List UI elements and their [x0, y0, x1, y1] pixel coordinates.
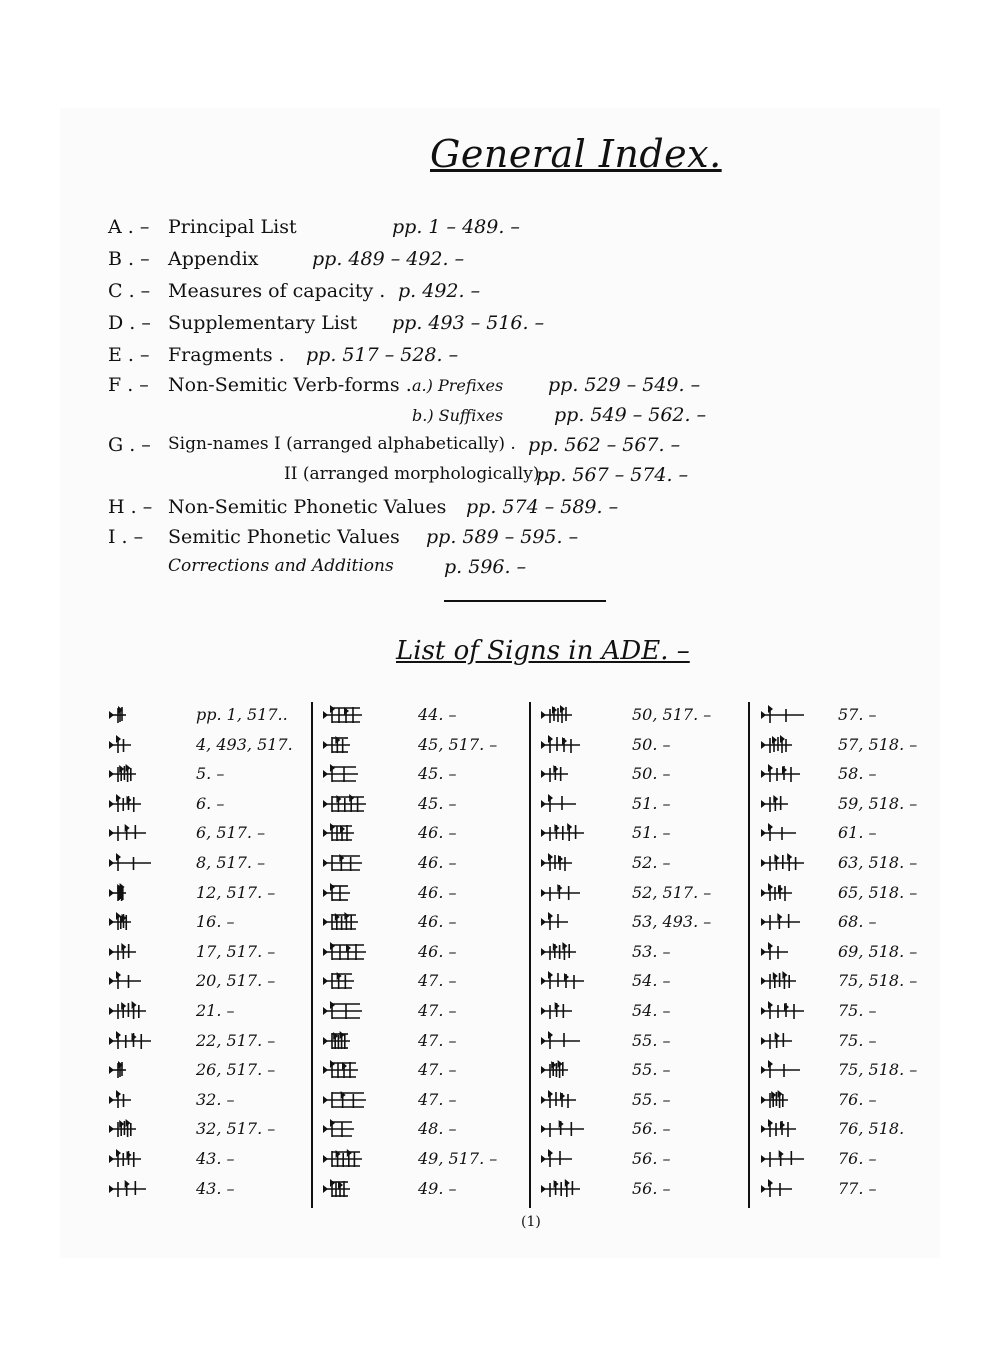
sign-row	[760, 761, 970, 791]
index-label: Corrections and Additions	[168, 556, 394, 576]
sign-page-ref: 49, 517. –	[418, 1149, 498, 1168]
sign-page-ref: 32, 517. –	[196, 1119, 276, 1139]
index-label: Semitic Phonetic Values	[168, 526, 400, 548]
index-letter: A . –	[108, 216, 150, 238]
cuneiform-sign-icon	[108, 1118, 138, 1140]
sign-page-ref: 8, 517. –	[196, 853, 266, 872]
cuneiform-sign-icon	[760, 822, 798, 844]
sign-row	[322, 732, 532, 762]
sign-page-ref: 50, 517. –	[632, 705, 712, 724]
sign-row	[760, 850, 970, 880]
sign-page-ref: 55. –	[632, 1089, 671, 1109]
cuneiform-sign-icon	[322, 1148, 364, 1170]
cuneiform-sign-icon	[540, 1148, 574, 1170]
sign-page-ref: 5. –	[196, 764, 225, 784]
sign-row	[322, 1028, 532, 1058]
sign-row	[108, 791, 318, 821]
cuneiform-sign-icon	[760, 1148, 806, 1170]
cuneiform-sign-icon	[540, 763, 570, 785]
sign-page-ref: 61. –	[838, 823, 877, 843]
cuneiform-sign-icon	[322, 1178, 352, 1200]
cuneiform-sign-icon	[108, 970, 143, 992]
sign-row	[108, 1087, 318, 1117]
sign-row	[540, 1028, 750, 1058]
sign-page-ref: 26, 517. –	[196, 1060, 276, 1080]
index-label: Non-Semitic Verb-forms .	[168, 374, 412, 396]
sign-row	[322, 880, 532, 910]
page-number: (1)	[521, 1214, 541, 1230]
sign-row	[108, 702, 318, 732]
sign-row	[322, 1146, 532, 1176]
sign-page-ref: 50. –	[632, 764, 671, 784]
sign-row	[322, 1116, 532, 1146]
sign-row	[540, 909, 750, 939]
sign-page-ref: 58. –	[838, 764, 877, 784]
sign-row	[322, 1087, 532, 1117]
sign-row	[108, 998, 318, 1028]
sign-row	[322, 1057, 532, 1087]
sign-page-ref: 52. –	[632, 853, 671, 872]
sign-row	[322, 702, 532, 732]
cuneiform-sign-icon	[540, 852, 574, 874]
index-letter: C . –	[108, 280, 151, 302]
sign-row	[760, 1176, 970, 1206]
index-letter: B . –	[108, 248, 150, 270]
index-label: Measures of capacity .	[168, 280, 386, 302]
sign-row	[540, 1087, 750, 1117]
sign-page-ref: 75. –	[838, 1030, 877, 1050]
sign-page-ref: 76. –	[838, 1089, 877, 1109]
cuneiform-sign-icon	[322, 1000, 364, 1022]
sign-page-ref: 54. –	[632, 1001, 671, 1020]
sign-page-ref: 12, 517. –	[196, 882, 276, 902]
cuneiform-sign-icon	[540, 882, 582, 904]
sign-page-ref: 22, 517. –	[196, 1030, 276, 1050]
cuneiform-sign-icon	[540, 793, 578, 815]
index-label: Non-Semitic Phonetic Values	[168, 496, 447, 518]
cuneiform-sign-icon	[322, 704, 364, 726]
sign-row	[760, 939, 970, 969]
sign-row	[322, 968, 532, 998]
sign-row	[322, 791, 532, 821]
index-pages: pp. 567 – 574. –	[536, 464, 689, 486]
cuneiform-sign-icon	[540, 1118, 586, 1140]
sign-page-ref: 6. –	[196, 793, 225, 813]
sign-row	[108, 880, 318, 910]
sign-page-ref: 21. –	[196, 1001, 235, 1020]
sign-row	[760, 909, 970, 939]
index-pages: pp. 489 – 492. –	[312, 248, 465, 270]
sign-row	[108, 1146, 318, 1176]
sign-row	[108, 850, 318, 880]
sign-row	[540, 998, 750, 1028]
cuneiform-sign-icon	[108, 1089, 133, 1111]
sign-row	[540, 820, 750, 850]
cuneiform-sign-icon	[760, 734, 794, 756]
cuneiform-sign-icon	[760, 970, 798, 992]
sign-page-ref: 46. –	[418, 823, 457, 843]
sign-row	[540, 761, 750, 791]
sign-page-ref: 77. –	[838, 1178, 877, 1198]
sign-row	[108, 820, 318, 850]
cuneiform-sign-icon	[760, 911, 802, 933]
sign-row	[540, 850, 750, 880]
sign-row	[322, 909, 532, 939]
sign-row	[540, 968, 750, 998]
index-pages: pp. 1 – 489. –	[392, 216, 520, 238]
sign-row	[108, 968, 318, 998]
sign-page-ref: 45, 517. –	[418, 734, 498, 754]
sign-row	[760, 732, 970, 762]
cuneiform-sign-icon	[108, 822, 148, 844]
sign-page-ref: 43. –	[196, 1149, 235, 1168]
cuneiform-sign-icon	[108, 1178, 148, 1200]
sign-row	[760, 1057, 970, 1087]
sign-page-ref: 20, 517. –	[196, 971, 276, 991]
cuneiform-sign-icon	[540, 1059, 570, 1081]
cuneiform-sign-icon	[540, 970, 586, 992]
cuneiform-sign-icon	[322, 734, 352, 756]
index-pages: p. 492. –	[398, 280, 481, 302]
cuneiform-sign-icon	[108, 1148, 143, 1170]
cuneiform-sign-icon	[540, 1030, 582, 1052]
sign-page-ref: 53. –	[632, 941, 671, 961]
cuneiform-sign-icon	[540, 941, 578, 963]
sign-page-ref: 47. –	[418, 1089, 457, 1109]
sign-row	[540, 1146, 750, 1176]
sign-page-ref: 47. –	[418, 971, 457, 991]
cuneiform-sign-icon	[108, 882, 128, 904]
divider-rule	[444, 600, 606, 602]
sign-page-ref: 54. –	[632, 971, 671, 991]
cuneiform-sign-icon	[540, 734, 582, 756]
cuneiform-sign-icon	[322, 941, 368, 963]
cuneiform-sign-icon	[540, 911, 570, 933]
sign-page-ref: 46. –	[418, 941, 457, 961]
sign-row	[108, 909, 318, 939]
index-pages: pp. 562 – 567. –	[528, 434, 681, 456]
sign-row	[322, 820, 532, 850]
sign-row	[760, 820, 970, 850]
sign-row	[540, 939, 750, 969]
sign-page-ref: 16. –	[196, 912, 235, 932]
cuneiform-sign-icon	[108, 911, 133, 933]
index-pages: p. 596. –	[444, 556, 527, 578]
cuneiform-sign-icon	[760, 941, 790, 963]
index-pages: pp. 493 – 516. –	[392, 312, 545, 334]
sign-page-ref: 6, 517. –	[196, 823, 266, 843]
sign-page-ref: 17, 517. –	[196, 941, 276, 961]
index-letter: F . –	[108, 374, 149, 396]
sign-row	[540, 880, 750, 910]
cuneiform-sign-icon	[540, 1089, 578, 1111]
sign-page-ref: 47. –	[418, 1060, 457, 1080]
cuneiform-sign-icon	[760, 1089, 790, 1111]
sign-page-ref: 53, 493. –	[632, 912, 712, 932]
cuneiform-sign-icon	[760, 1000, 806, 1022]
cuneiform-sign-icon	[322, 1089, 368, 1111]
sign-row	[108, 732, 318, 762]
sign-page-ref: 45. –	[418, 764, 457, 784]
index-sublabel: b.) Suffixes	[412, 406, 504, 425]
sign-page-ref: 57, 518. –	[838, 734, 918, 754]
sign-page-ref: 45. –	[418, 793, 457, 813]
sign-row	[760, 791, 970, 821]
index-pages: pp. 529 – 549. –	[548, 374, 701, 396]
sign-page-ref: 32. –	[196, 1089, 235, 1109]
sign-page-ref: 56. –	[632, 1178, 671, 1198]
cuneiform-sign-icon	[760, 852, 806, 874]
sign-page-ref: 52, 517. –	[632, 882, 712, 902]
sign-page-ref: 47. –	[418, 1030, 457, 1050]
index-letter: I . –	[108, 526, 144, 548]
sign-row	[322, 1176, 532, 1206]
cuneiform-sign-icon	[760, 793, 790, 815]
sign-row	[540, 1176, 750, 1206]
signs-list-title: List of Signs in ADE. –	[396, 636, 690, 666]
cuneiform-sign-icon	[322, 1030, 352, 1052]
sign-page-ref: 4, 493, 517.	[196, 734, 293, 754]
sign-row	[322, 998, 532, 1028]
sign-row	[322, 850, 532, 880]
cuneiform-sign-icon	[760, 1030, 794, 1052]
index-letter: E . –	[108, 344, 150, 366]
sign-page-ref: 46. –	[418, 912, 457, 932]
sign-row	[760, 968, 970, 998]
sign-row	[540, 1116, 750, 1146]
sign-page-ref: 56. –	[632, 1119, 671, 1139]
sign-page-ref: 51. –	[632, 793, 671, 813]
sign-page-ref: 49. –	[418, 1178, 457, 1198]
sign-page-ref: 63, 518. –	[838, 853, 918, 872]
sign-page-ref: 44. –	[418, 705, 457, 724]
cuneiform-sign-icon	[322, 970, 356, 992]
index-label: Supplementary List	[168, 312, 358, 334]
cuneiform-sign-icon	[540, 704, 574, 726]
cuneiform-sign-icon	[322, 852, 364, 874]
sign-row	[108, 1176, 318, 1206]
sign-page-ref: 75, 518. –	[838, 971, 918, 991]
sign-page-ref: 56. –	[632, 1149, 671, 1168]
index-label: II (arranged morphologically) .	[284, 464, 551, 484]
cuneiform-sign-icon	[108, 941, 138, 963]
sign-row	[760, 1116, 970, 1146]
index-label: Sign-names I (arranged alphabetically) .	[168, 434, 516, 454]
sign-page-ref: 43. –	[196, 1178, 235, 1198]
index-label: Appendix	[168, 248, 259, 270]
cuneiform-sign-icon	[760, 1178, 794, 1200]
sign-row	[108, 1116, 318, 1146]
index-pages: pp. 517 – 528. –	[306, 344, 459, 366]
sign-page-ref: 68. –	[838, 912, 877, 932]
cuneiform-sign-icon	[760, 1059, 802, 1081]
sign-page-ref: 46. –	[418, 882, 457, 902]
sign-row	[540, 732, 750, 762]
sign-page-ref: 59, 518. –	[838, 793, 918, 813]
sign-row	[322, 939, 532, 969]
sign-row	[760, 1028, 970, 1058]
index-pages: pp. 589 – 595. –	[426, 526, 579, 548]
cuneiform-sign-icon	[322, 822, 356, 844]
sign-row	[540, 791, 750, 821]
cuneiform-sign-icon	[322, 911, 360, 933]
index-label: Principal List	[168, 216, 297, 238]
sign-page-ref: 76. –	[838, 1149, 877, 1168]
sign-page-ref: 75. –	[838, 1001, 877, 1020]
cuneiform-sign-icon	[108, 1030, 153, 1052]
sign-row	[108, 939, 318, 969]
cuneiform-sign-icon	[108, 704, 128, 726]
page-title: General Index.	[430, 132, 722, 176]
index-letter: G . –	[108, 434, 151, 456]
sign-row	[108, 1057, 318, 1087]
sign-page-ref: pp. 1, 517..	[196, 705, 288, 724]
sign-page-ref: 51. –	[632, 823, 671, 843]
sign-row	[108, 1028, 318, 1058]
sign-row	[760, 880, 970, 910]
cuneiform-sign-icon	[322, 763, 360, 785]
cuneiform-sign-icon	[108, 1059, 128, 1081]
cuneiform-sign-icon	[760, 1118, 798, 1140]
cuneiform-sign-icon	[760, 704, 806, 726]
index-letter: H . –	[108, 496, 153, 518]
sign-row	[322, 761, 532, 791]
sign-page-ref: 65, 518. –	[838, 882, 918, 902]
cuneiform-sign-icon	[540, 1000, 574, 1022]
sign-page-ref: 69, 518. –	[838, 941, 918, 961]
cuneiform-sign-icon	[108, 763, 138, 785]
cuneiform-sign-icon	[108, 793, 143, 815]
cuneiform-sign-icon	[108, 734, 133, 756]
index-letter: D . –	[108, 312, 151, 334]
cuneiform-sign-icon	[108, 1000, 148, 1022]
sign-page-ref: 76, 518.	[838, 1119, 905, 1139]
sign-row	[540, 702, 750, 732]
index-pages: pp. 549 – 562. –	[554, 404, 707, 426]
cuneiform-sign-icon	[322, 793, 368, 815]
index-sublabel: a.) Prefixes	[412, 376, 504, 395]
sign-page-ref: 50. –	[632, 734, 671, 754]
sign-page-ref: 48. –	[418, 1119, 457, 1139]
sign-page-ref: 75, 518. –	[838, 1060, 918, 1080]
sign-row	[760, 1087, 970, 1117]
cuneiform-sign-icon	[322, 882, 352, 904]
sign-row	[760, 998, 970, 1028]
sign-row	[760, 1146, 970, 1176]
sign-page-ref: 57. –	[838, 705, 877, 724]
cuneiform-sign-icon	[322, 1059, 360, 1081]
cuneiform-sign-icon	[108, 852, 153, 874]
cuneiform-sign-icon	[540, 822, 586, 844]
cuneiform-sign-icon	[322, 1118, 356, 1140]
index-pages: pp. 574 – 589. –	[466, 496, 619, 518]
sign-page-ref: 47. –	[418, 1001, 457, 1020]
sign-row	[760, 702, 970, 732]
sign-page-ref: 55. –	[632, 1060, 671, 1080]
cuneiform-sign-icon	[760, 763, 802, 785]
cuneiform-sign-icon	[760, 882, 794, 904]
sign-row	[108, 761, 318, 791]
cuneiform-sign-icon	[540, 1178, 582, 1200]
sign-page-ref: 55. –	[632, 1030, 671, 1050]
sign-page-ref: 46. –	[418, 853, 457, 872]
index-label: Fragments .	[168, 344, 285, 366]
sign-row	[540, 1057, 750, 1087]
